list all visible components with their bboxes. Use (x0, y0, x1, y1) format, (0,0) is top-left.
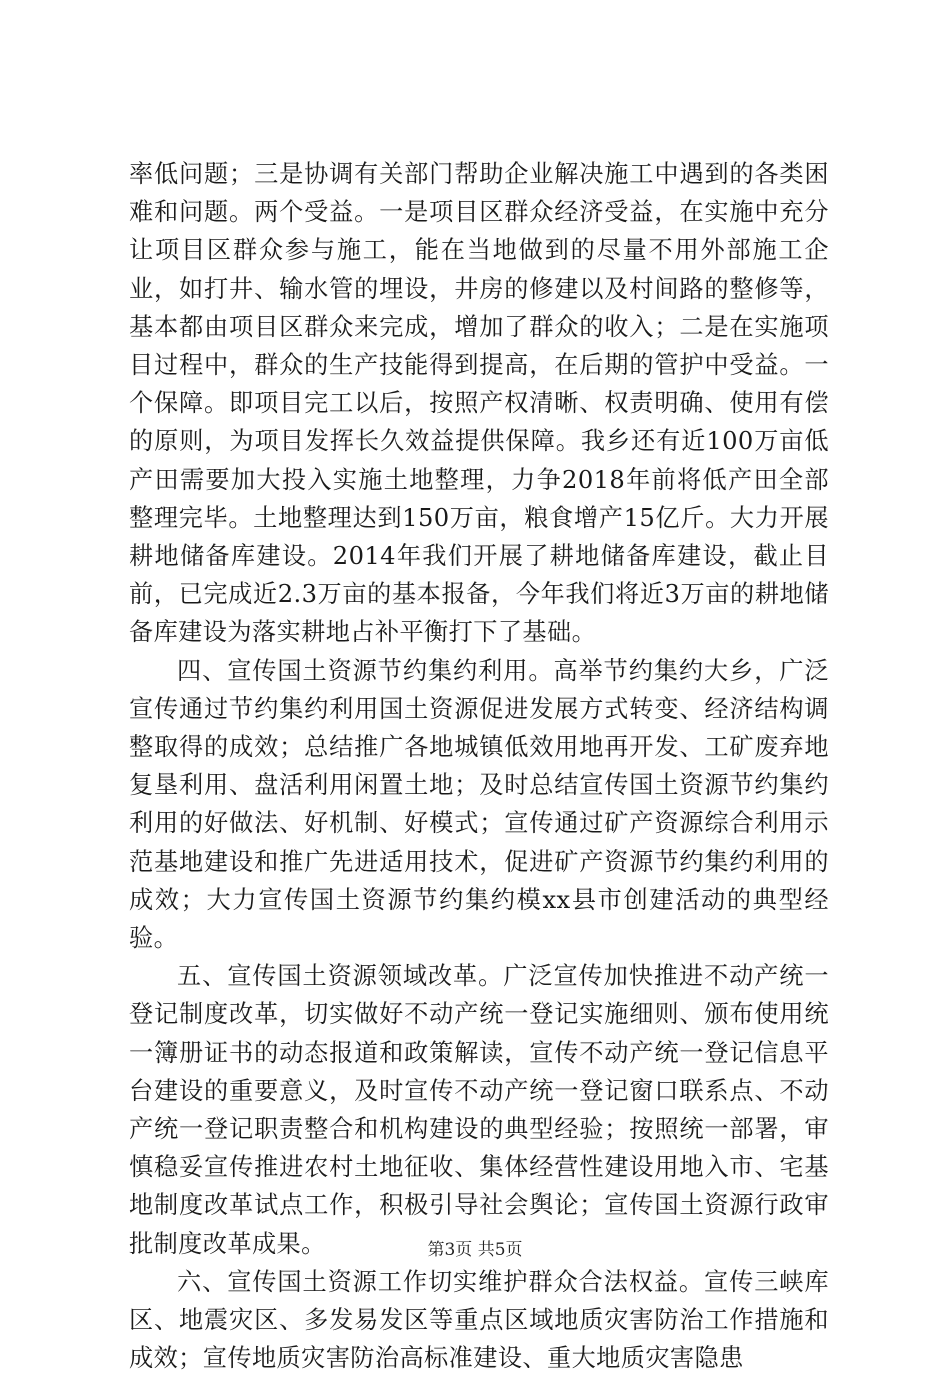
document-body (129, 155, 829, 1378)
paragraph-3: 五、宣传国土资源领域改革。广泛宣传加快推进不动产统一登记制度改革，切实做好不动产统一登记实施细则、颁布使用统一簿册证书的动态报道和政策解读，宣传不动产统一登记信息平台建设的重要意义，及时宣传不动产统一登记窗口联系点、不动产统一登记职责整合和机构建设的典型经验；按照统一部署，审慎稳妥宣传推进农村土地征收、集体经营性建设用地入市、宅基地制度改革试点工作，积极引导社会舆论；宣传国土资源行政审批制度改革成果。 (129, 962, 829, 1258)
paragraph-4: 六、宣传国土资源工作切实维护群众合法权益。宣传三峡库区、地震灾区、多发易发区等重点区域地质灾害防治工作措施和成效；宣传地质灾害防治高标准建设、重大地质灾害隐患 (129, 1267, 829, 1373)
paragraph-1: 率低问题；三是协调有关部门帮助企业解决施工中遇到的各类困难和问题。两个受益。一是项目区群众经济受益，在实施中充分让项目区群众参与施工，能在当地做到的尽量不用外部施工企业，如打井、输水管的埋设，井房的修建以及村间路的整修等，基本都由项目区群众来完成，增加了群众的收入；二是在实施项目过程中，群众的生产技能得到提高，在后期的管护中受益。一个保障。即项目完工以后，按照产权清晰、权责明确、使用有偿的原则，为项目发挥长久效益提供保障。我乡还有近100万亩低产田需要加大投入实施土地整理，力争2018年前将低产田全部整理完毕。土地整理达到150万亩，粮食增产15亿斤。大力开展耕地储备库建设。2014年我们开展了耕地储备库建设，截止目前，已完成近2.3万亩的基本报备，今年我们将近3万亩的耕地储备库建设为落实耕地占补平衡打下了基础。 (129, 160, 829, 647)
page-footer: 第3页 共5页 (427, 1240, 523, 1260)
paragraph-2: 四、宣传国土资源节约集约利用。高举节约集约大乡，广泛宣传通过节约集约利用国土资源促进发展方式转变、经济结构调整取得的成效；总结推广各地城镇低效用地再开发、工矿废弃地复垦利用、盘活利用闲置土地；及时总结宣传国土资源节约集约利用的好做法、好机制、好模式；宣传通过矿产资源综合利用示范基地建设和推广先进适用技术，促进矿产资源节约集约利用的成效；大力宣传国土资源节约集约模xx县市创建活动的典型经验。 (129, 656, 829, 953)
